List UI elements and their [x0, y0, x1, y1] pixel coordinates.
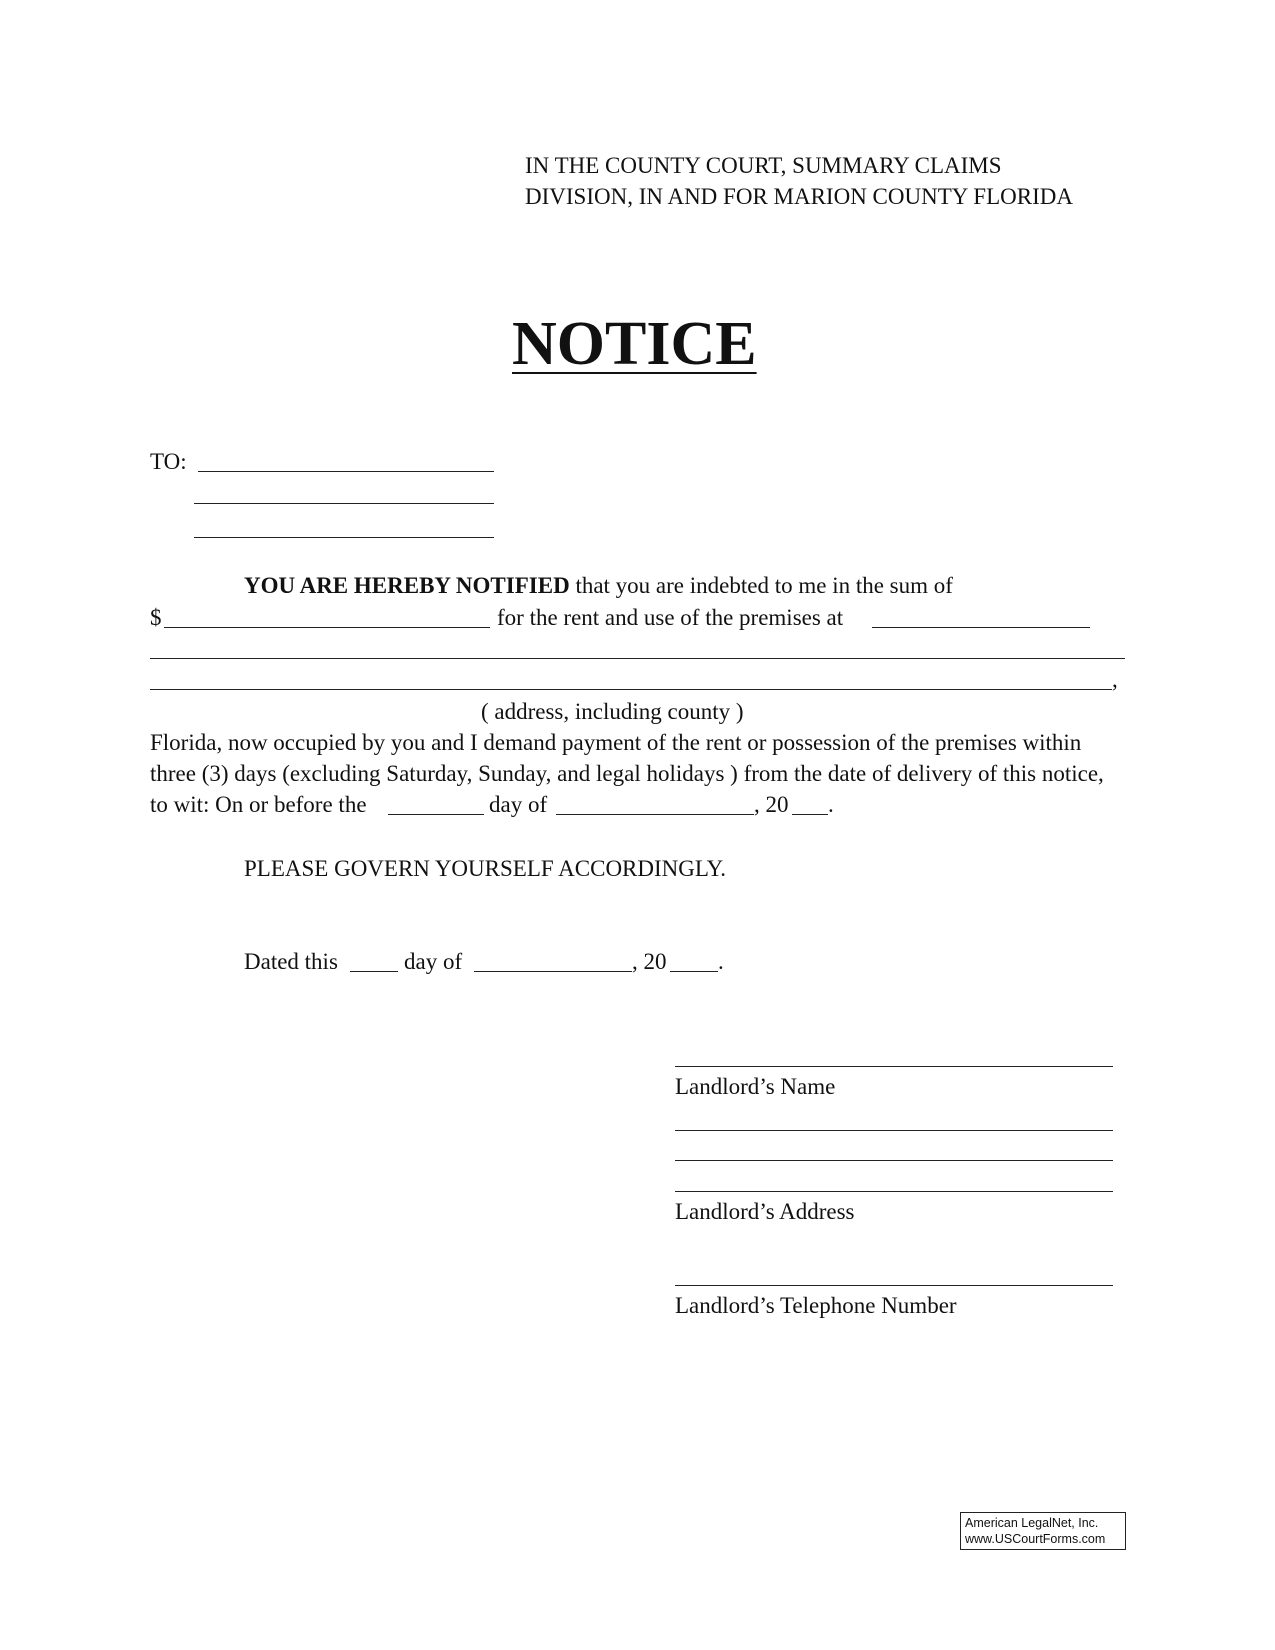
demand-line-1: Florida, now occupied by you and I demand payment of the rent or possession of the premises within [150, 730, 1082, 755]
dollar-sign: $ [150, 605, 162, 630]
landlord-address-blank-2[interactable] [675, 1160, 1113, 1161]
wit-day-blank[interactable] [388, 814, 484, 815]
rent-text: for the rent and use of the premises at [497, 605, 844, 630]
landlord-phone-blank[interactable] [675, 1285, 1113, 1286]
demand-line-2: three (3) days (excluding Saturday, Sunday, and legal holidays ) from the date of delivery of this notice, [150, 761, 1104, 786]
landlord-phone-label: Landlord’s Telephone Number [675, 1293, 957, 1318]
dated-period: . [718, 949, 724, 974]
govern-text: PLEASE GOVERN YOURSELF ACCORDINGLY. [244, 856, 727, 881]
court-header-line-1: IN THE COUNTY COURT, SUMMARY CLAIMS [525, 153, 1002, 178]
address-caption: ( address, including county ) [481, 699, 744, 724]
amount-blank[interactable] [164, 627, 490, 628]
wit-prefix: to wit: On or before the [150, 792, 367, 817]
dated-prefix: Dated this [244, 949, 338, 974]
landlord-address-blank-3[interactable] [675, 1191, 1113, 1192]
dated-day-of: day of [404, 949, 463, 974]
to-line-3[interactable] [194, 537, 494, 538]
address-comma: , [1112, 667, 1118, 692]
to-line-1[interactable] [198, 471, 494, 472]
dated-day-blank[interactable] [350, 971, 398, 972]
publisher-stamp-line-1: American LegalNet, Inc. [965, 1516, 1099, 1530]
wit-year-prefix: , 20 [754, 792, 789, 817]
landlord-name-blank[interactable] [675, 1066, 1113, 1067]
landlord-name-label: Landlord’s Name [675, 1074, 836, 1099]
to-line-2[interactable] [194, 503, 494, 504]
to-label: TO: [150, 449, 187, 474]
publisher-stamp [960, 1512, 1126, 1550]
notified-rest-text: that you are indebted to me in the sum of [569, 573, 953, 598]
dated-year-prefix: , 20 [632, 949, 667, 974]
wit-month-blank[interactable] [556, 814, 754, 815]
wit-period: . [828, 792, 834, 817]
wit-day-of: day of [489, 792, 548, 817]
dated-year-blank[interactable] [670, 971, 718, 972]
landlord-address-label: Landlord’s Address [675, 1199, 855, 1224]
notified-line [244, 572, 953, 600]
dated-month-blank[interactable] [474, 971, 632, 972]
publisher-stamp-line-2: www.USCourtForms.com [965, 1532, 1106, 1546]
premises-address-blank-1[interactable] [872, 627, 1090, 628]
premises-address-blank-3[interactable] [150, 689, 1112, 690]
page-title: NOTICE [512, 310, 757, 378]
premises-address-blank-2[interactable] [150, 658, 1125, 659]
court-header-line-2: DIVISION, IN AND FOR MARION COUNTY FLORIDA [525, 184, 1073, 209]
notified-bold-text: YOU ARE HEREBY NOTIFIED [244, 573, 570, 598]
landlord-address-blank-1[interactable] [675, 1130, 1113, 1131]
wit-year-blank[interactable] [792, 814, 828, 815]
